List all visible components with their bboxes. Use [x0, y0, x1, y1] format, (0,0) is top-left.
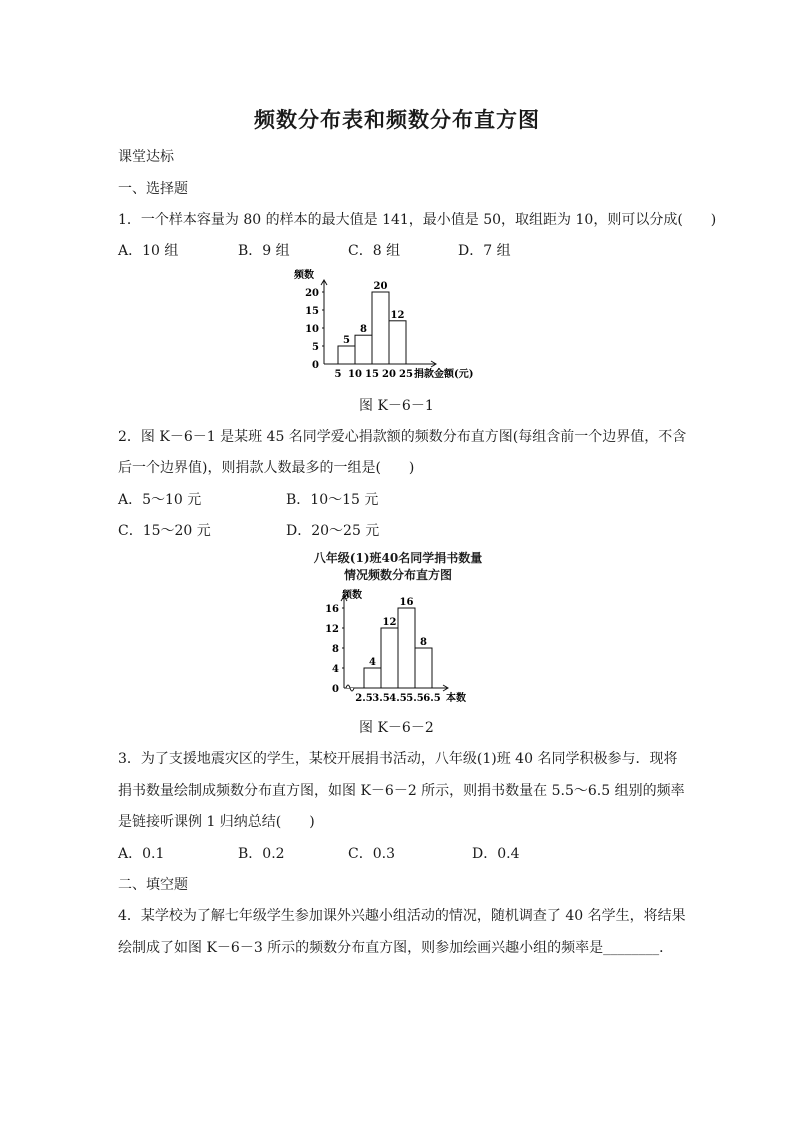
bar-value-label: 8 [360, 324, 367, 336]
question-4-line-2: 绘制成了如图 K－6－3 所示的频数分布直方图，则参加绘画兴趣小组的频率是________． [118, 940, 674, 956]
q1-option-a: A．10 组 [118, 243, 179, 259]
bar-value-label: 8 [420, 637, 427, 648]
y-tick-label: 12 [325, 624, 339, 635]
x-tick-label: 5 [334, 369, 342, 380]
q3-option-c: C．0.3 [348, 846, 395, 862]
q3-option-b: B．0.2 [238, 846, 285, 862]
q2-option-c: C．15～20 元 [118, 523, 211, 539]
page-title: 频数分布表和频数分布直方图 [254, 107, 540, 132]
x-tick-label: 15 [365, 369, 379, 380]
y-axis-label: 频数 [294, 270, 314, 281]
x-tick-label: 2.5 [355, 693, 373, 704]
x-tick-label: 3.5 [372, 693, 390, 704]
bar-value-label: 4 [369, 657, 376, 668]
x-tick-label: 5.5 [406, 693, 424, 704]
x-tick-label: 10 [348, 369, 362, 380]
figure-caption-2: 图 K－6－2 [359, 720, 434, 736]
histogram-bar [355, 335, 372, 364]
axis-break-mark [346, 685, 354, 691]
q1-option-d: D．7 组 [458, 243, 511, 259]
bar-value-label: 20 [373, 281, 388, 292]
bar-value-label: 5 [343, 335, 350, 346]
question-4-line-1: 4．某学校为了解七年级学生参加课外兴趣小组活动的情况，随机调查了 40 名学生，将结果 [118, 908, 686, 924]
histogram-bar [398, 608, 415, 688]
y-tick-label: 0 [332, 684, 339, 695]
histogram-bar [364, 668, 381, 688]
question-3-line-1: 3．为了支援地震灾区的学生，某校开展捐书活动，八年级(1)班 40 名同学积极参与．现将 [118, 751, 678, 767]
q3-option-a: A．0.1 [118, 846, 165, 862]
histogram-k-6-1 [280, 264, 520, 386]
y-axis-label: 频数 [342, 590, 362, 601]
y-tick-label: 4 [332, 664, 339, 675]
chart2-title: 八年级(1)班40名同学捐书数量 [313, 551, 483, 565]
x-axis-label: 捐款金额(元) [414, 369, 474, 380]
question-2-line-2: 后一个边界值)，则捐款人数最多的一组是( ) [118, 460, 415, 476]
y-tick-label: 16 [325, 604, 339, 615]
question-1-text: 1．一个样本容量为 80 的样本的最大值是 141，最小值是 50，取组距为 10，则可以分成( ) [118, 212, 717, 228]
section-fill-heading: 二、填空题 [118, 877, 188, 893]
bar-value-label: 16 [399, 597, 414, 608]
bar-value-label: 12 [382, 617, 397, 628]
q2-option-d: D．20～25 元 [286, 523, 380, 539]
y-tick-label: 0 [312, 360, 319, 371]
histogram-bar [372, 292, 389, 364]
y-tick-label: 10 [305, 324, 319, 335]
question-2-line-1: 2．图 K－6－1 是某班 45 名同学爱心捐款额的频数分布直方图(每组含前一个边界值，不含 [118, 429, 687, 445]
histogram-k-6-2 [320, 586, 500, 708]
bar-value-label: 12 [390, 309, 405, 321]
q1-option-c: C．8 组 [348, 243, 401, 259]
q3-option-d: D．0.4 [472, 846, 520, 862]
section-choice-heading: 一、选择题 [118, 181, 188, 197]
histogram-bar [389, 321, 406, 364]
q1-option-b: B．9 组 [238, 243, 290, 259]
histogram-bar [381, 628, 398, 688]
figure-caption-1: 图 K－6－1 [359, 398, 434, 414]
chart2-subtitle: 情况频数分布直方图 [343, 568, 452, 582]
y-tick-label: 5 [312, 342, 319, 353]
x-tick-label: 25 [399, 369, 413, 380]
question-3-line-2: 捐书数量绘制成频数分布直方图，如图 K－6－2 所示，则捐书数量在 5.5～6.5 组别的频率 [118, 783, 685, 799]
x-tick-label: 20 [382, 369, 396, 380]
q2-option-b: B．10～15 元 [286, 492, 379, 508]
histogram-bar [415, 648, 432, 688]
histogram-bar [338, 346, 355, 364]
x-tick-label: 4.5 [389, 693, 407, 704]
y-tick-label: 8 [332, 644, 339, 655]
x-axis-label: 本数 [446, 693, 466, 704]
q2-option-a: A．5～10 元 [118, 492, 202, 508]
question-3-line-3: 是链接听课例 1 归纳总结( ) [118, 814, 315, 830]
y-tick-label: 20 [305, 288, 319, 299]
section-class-label: 课堂达标 [118, 149, 174, 165]
x-tick-label: 6.5 [423, 693, 441, 704]
y-tick-label: 15 [305, 306, 319, 317]
